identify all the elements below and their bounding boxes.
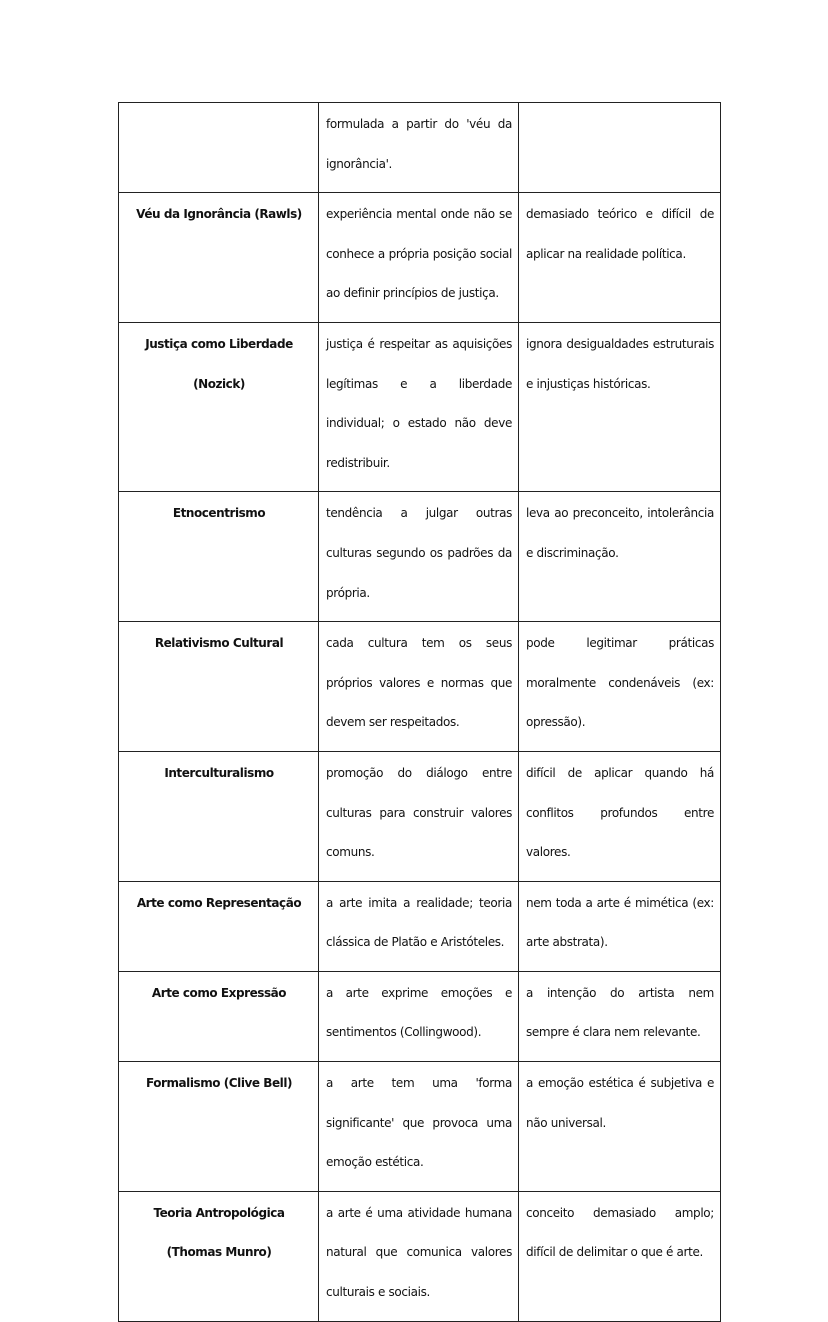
table-row — [119, 103, 721, 193]
criticism-cell: pode legitimar práticas moralmente condenáveis (ex: opressão). — [519, 622, 721, 752]
criticism-cell: a emoção estética é subjetiva e não universal. — [519, 1062, 721, 1192]
table-row — [119, 193, 721, 323]
description-cell: a arte tem uma 'forma significante' que provoca uma emoção estética. — [319, 1062, 519, 1192]
criticism-cell: leva ao preconceito, intolerância e discriminação. — [519, 492, 721, 622]
table-row — [119, 322, 721, 491]
table-row — [119, 751, 721, 881]
term-cell: Véu da Ignorância (Rawls) — [119, 193, 319, 323]
term-cell: Formalismo (Clive Bell) — [119, 1062, 319, 1192]
table-row — [119, 1062, 721, 1192]
term-cell — [119, 103, 319, 193]
term-cell: Justiça como Liberdade (Nozick) — [119, 322, 319, 491]
table-row — [119, 881, 721, 971]
table-row — [119, 971, 721, 1061]
concepts-table — [118, 102, 721, 1322]
term-cell: Arte como Expressão — [119, 971, 319, 1061]
description-cell: promoção do diálogo entre culturas para construir valores comuns. — [319, 751, 519, 881]
criticism-cell — [519, 103, 721, 193]
term-cell: Teoria Antropológica (Thomas Munro) — [119, 1191, 319, 1321]
description-cell: justiça é respeitar as aquisições legítimas e a liberdade individual; o estado não deve redistribuir. — [319, 322, 519, 491]
description-cell: a arte imita a realidade; teoria clássica de Platão e Aristóteles. — [319, 881, 519, 971]
criticism-cell: difícil de aplicar quando há conflitos profundos entre valores. — [519, 751, 721, 881]
description-cell: tendência a julgar outras culturas segundo os padrões da própria. — [319, 492, 519, 622]
description-cell: a arte é uma atividade humana natural que comunica valores culturais e sociais. — [319, 1191, 519, 1321]
description-cell: formulada a partir do 'véu da ignorância'. — [319, 103, 519, 193]
description-cell: a arte exprime emoções e sentimentos (Collingwood). — [319, 971, 519, 1061]
term-cell: Arte como Representação — [119, 881, 319, 971]
criticism-cell: conceito demasiado amplo; difícil de delimitar o que é arte. — [519, 1191, 721, 1321]
criticism-cell: a intenção do artista nem sempre é clara nem relevante. — [519, 971, 721, 1061]
term-cell: Interculturalismo — [119, 751, 319, 881]
table-row — [119, 1191, 721, 1321]
description-cell: experiência mental onde não se conhece a própria posição social ao definir princípios de justiça. — [319, 193, 519, 323]
description-cell: cada cultura tem os seus próprios valores e normas que devem ser respeitados. — [319, 622, 519, 752]
criticism-cell: demasiado teórico e difícil de aplicar na realidade política. — [519, 193, 721, 323]
term-cell: Relativismo Cultural — [119, 622, 319, 752]
table-row — [119, 492, 721, 622]
criticism-cell: ignora desigualdades estruturais e injustiças históricas. — [519, 322, 721, 491]
term-cell: Etnocentrismo — [119, 492, 319, 622]
criticism-cell: nem toda a arte é mimética (ex: arte abstrata). — [519, 881, 721, 971]
table-row — [119, 622, 721, 752]
